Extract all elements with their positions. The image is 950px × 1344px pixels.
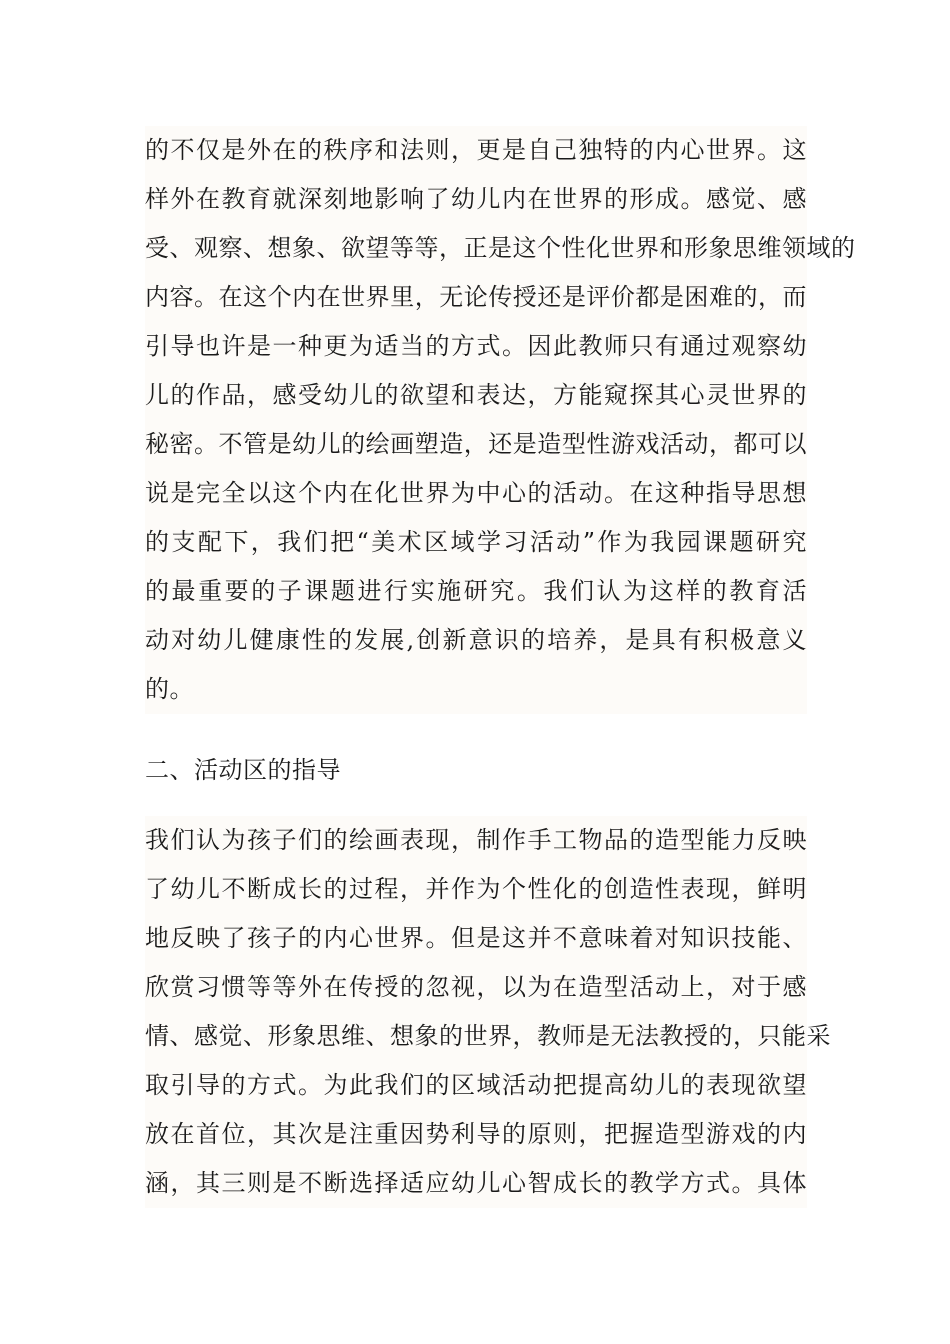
paragraph-line: 地反映了孩子的内心世界。但是这并不意味着对知识技能、 [145,924,807,952]
paragraph-line: 动对幼儿健康性的发展,创新意识的培养，是具有积极意义 [145,626,807,654]
paragraph-line: 儿的作品，感受幼儿的欲望和表达，方能窥探其心灵世界的 [145,381,807,409]
paragraph-line: 受、观察、想象、欲望等等，正是这个性化世界和形象思维领域的 [145,234,856,262]
paragraph-line: 说是完全以这个内在化世界为中心的活动。在这种指导思想 [145,479,807,507]
paragraph-line: 了幼儿不断成长的过程，并作为个性化的创造性表现，鲜明 [145,875,807,903]
paragraph-line: 涵，其三则是不断选择适应幼儿心智成长的教学方式。具体 [145,1169,807,1197]
paragraph-line: 欣赏习惯等等外在传授的忽视，以为在造型活动上，对于感 [145,973,807,1001]
paragraph-1 [145,126,856,714]
paragraph-line: 的。 [145,675,194,703]
paragraph-line: 样外在教育就深刻地影响了幼儿内在世界的形成。感觉、感 [145,185,807,213]
paragraph-line: 放在首位，其次是注重因势利导的原则，把握造型游戏的内 [145,1120,807,1148]
paragraph-line: 的不仅是外在的秩序和法则，更是自己独特的内心世界。这 [145,136,807,164]
paragraph-line: 内容。在这个内在世界里，无论传授还是评价都是困难的，而 [145,283,807,311]
paragraph-2 [145,816,831,1208]
paragraph-line: 引导也许是一种更为适当的方式。因此教师只有通过观察幼 [145,332,807,360]
paragraph-line: 秘密。不管是幼儿的绘画塑造，还是造型性游戏活动，都可以 [145,430,807,458]
paragraph-line: 情、感觉、形象思维、想象的世界，教师是无法教授的，只能采 [145,1022,831,1050]
paragraph-line: 我们认为孩子们的绘画表现，制作手工物品的造型能力反映 [145,826,807,854]
paragraph-line: 的最重要的子课题进行实施研究。我们认为这样的教育活 [145,577,807,605]
paragraph-line: 取引导的方式。为此我们的区域活动把提高幼儿的表现欲望 [145,1071,807,1099]
section-heading: 二、活动区的指导 [145,756,341,784]
paragraph-line: 的支配下，我们把“美术区域学习活动”作为我园课题研究 [145,528,807,556]
